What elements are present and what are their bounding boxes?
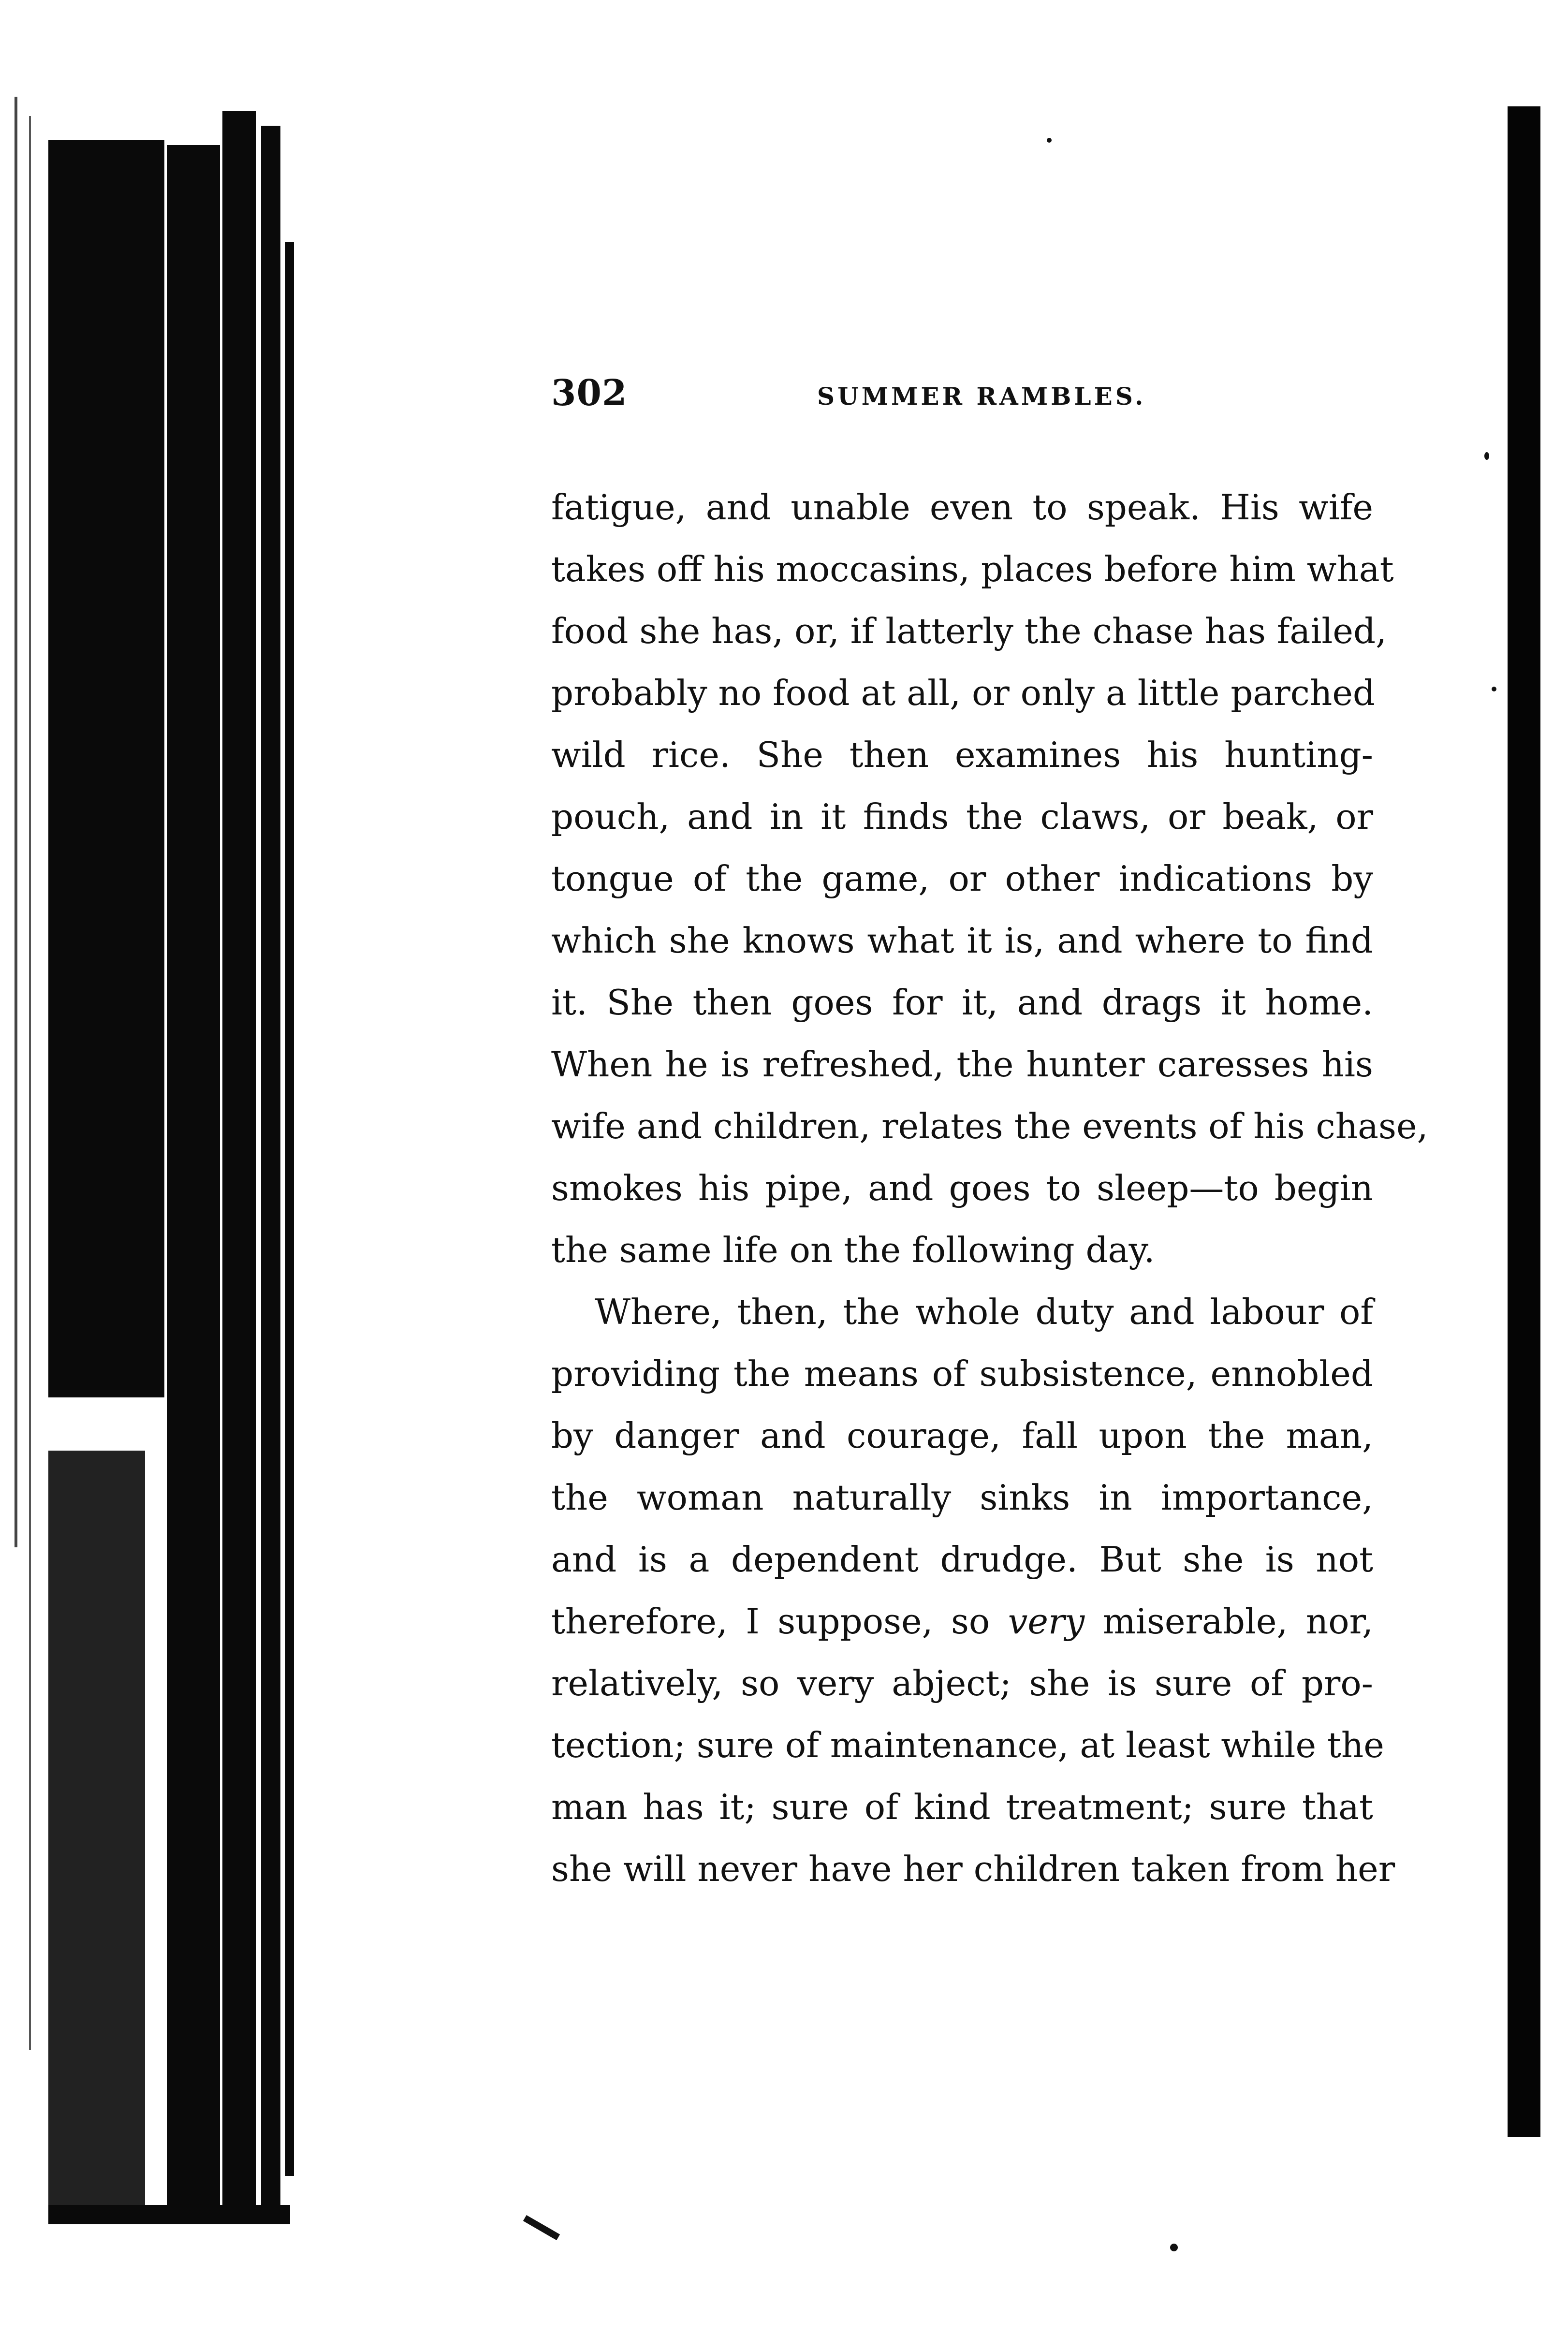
text-line: When he is refreshed, the hunter caresses his: [551, 1044, 1373, 1085]
paragraph-end-line: the same life on the following day.: [551, 1230, 1155, 1270]
text-line: food she has, or, if latterly the chase has failed,: [551, 611, 1387, 651]
text-line: pouch, and in it finds the claws, or beak, or: [551, 796, 1373, 837]
paragraph-start-line: Where, then, the whole duty and labour of: [595, 1292, 1373, 1332]
right-page-edge: [1508, 106, 1540, 2137]
text-line: man has it; sure of kind treatment; sure that: [551, 1787, 1373, 1827]
text-line: wild rice. She then examines his hunting-: [551, 734, 1373, 775]
scan-speck: [1047, 138, 1052, 143]
text-segment: therefore, I suppose, so: [551, 1601, 990, 1642]
text-line: takes off his moccasins, places before him what: [551, 549, 1394, 589]
text-line: she will never have her children taken from her: [551, 1849, 1395, 1889]
text-line: by danger and courage, fall upon the man,: [551, 1415, 1373, 1456]
italic-emphasis: very: [1008, 1601, 1085, 1642]
text-line: the woman naturally sinks in importance,: [551, 1477, 1373, 1518]
text-line: smokes his pipe, and goes to sleep—to begin: [551, 1168, 1373, 1208]
text-line: probably no food at all, or only a little parched: [551, 673, 1376, 713]
text-line: tongue of the game, or other indications by: [551, 858, 1373, 899]
text-segment: miserable, nor,: [1102, 1601, 1374, 1642]
scan-speck: [1484, 452, 1489, 460]
text-line: which she knows what it is, and where to find: [551, 920, 1373, 961]
text-line: providing the means of subsistence, ennobled: [551, 1353, 1373, 1394]
text-line: it. She then goes for it, and drags it home.: [551, 982, 1373, 1023]
scanned-book-edge: [0, 0, 309, 2335]
text-line: wife and children, relates the events of his chase,: [551, 1106, 1428, 1146]
text-line: relatively, so very abject; she is sure of pro-: [551, 1663, 1373, 1704]
page-number: 302: [551, 372, 628, 414]
scan-speck: [1492, 687, 1496, 691]
text-line: and is a dependent drudge. But she is not: [551, 1539, 1373, 1580]
text-line: fatigue, and unable even to speak. His wife: [551, 487, 1373, 528]
scan-speck: [1170, 2244, 1178, 2251]
text-line-with-italic: [551, 1590, 1373, 1652]
body-text: [551, 476, 1428, 1900]
text-line: tection; sure of maintenance, at least while the: [551, 1725, 1384, 1765]
running-head: SUMMER RAMBLES.: [817, 382, 1146, 411]
scan-smudge: [523, 2215, 560, 2240]
